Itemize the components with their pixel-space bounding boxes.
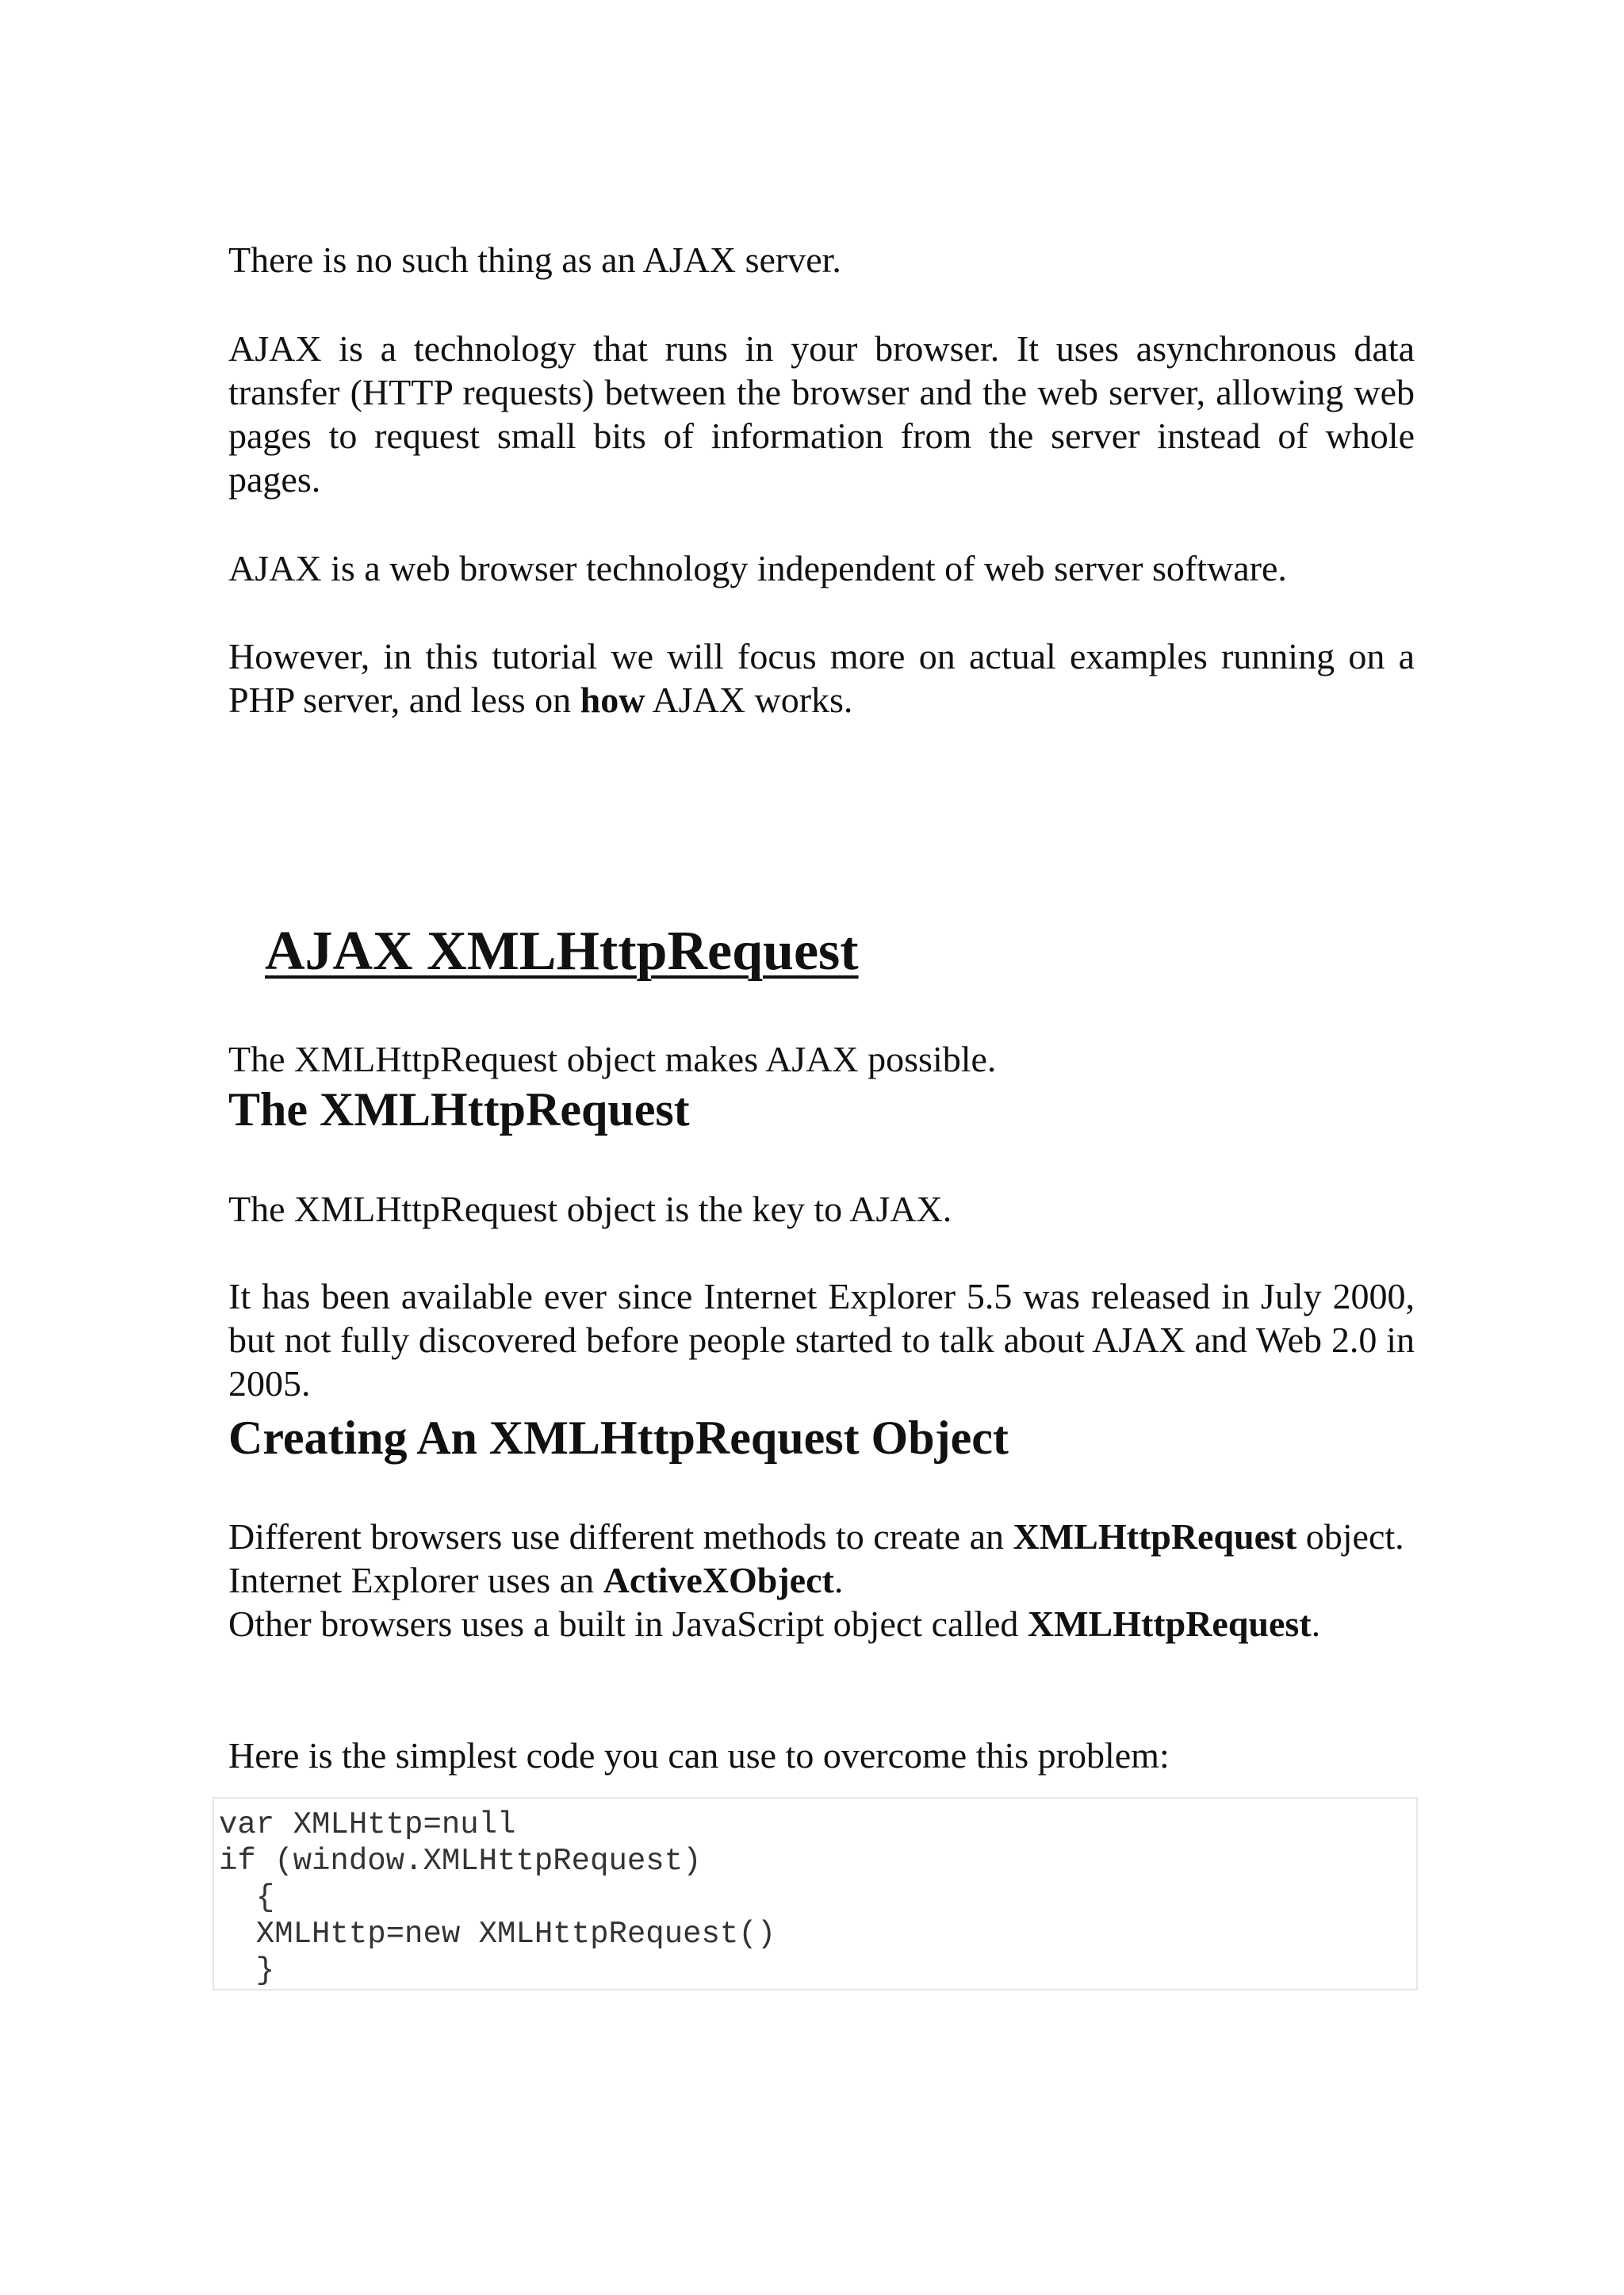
creating-line-1-tail: object. bbox=[1297, 1516, 1404, 1557]
xhr-heading: The XMLHttpRequest bbox=[228, 1083, 690, 1136]
intro-paragraph-4-bold: how bbox=[580, 680, 645, 720]
creating-line-1 bbox=[228, 1515, 1415, 1558]
creating-line-3-tail: . bbox=[1311, 1603, 1321, 1644]
intro-paragraph-4 bbox=[228, 634, 1415, 722]
code-block bbox=[213, 1797, 1418, 1990]
creating-line-2-tail: . bbox=[833, 1560, 844, 1600]
creating-heading: Creating An XMLHttpRequest Object bbox=[228, 1412, 1009, 1464]
xhr-paragraph-2: It has been available ever since Internet Explorer 5.5 was released in July 2000, but not fully discovered before people started to talk about AJAX and Web 2.0 in 2005. bbox=[228, 1276, 1415, 1404]
intro-paragraph-1: There is no such thing as an AJAX server. bbox=[228, 239, 841, 280]
intro-paragraph-2: AJAX is a technology that runs in your browser. It uses asynchronous data transfer (HTTP requests) between the browser and the web server, allowing web pages to request small bits of information from the server instead of whole pages. bbox=[228, 328, 1415, 500]
code-intro-paragraph: Here is the simplest code you can use to overcome this problem: bbox=[228, 1735, 1170, 1776]
creating-line-3-text: Other browsers uses a built in JavaScript object called bbox=[228, 1603, 1028, 1644]
intro-paragraph-3: AJAX is a web browser technology independent of web server software. bbox=[228, 548, 1287, 588]
intro-paragraph-4-text: However, in this tutorial we will focus more on actual examples running on a PHP server, and less on bbox=[228, 636, 1415, 720]
creating-line-2-bold: ActiveXObject bbox=[603, 1560, 834, 1600]
creating-line-1-bold: XMLHttpRequest bbox=[1013, 1516, 1297, 1557]
creating-line-3 bbox=[228, 1602, 1415, 1646]
code-text: var XMLHttp=null if (window.XMLHttpRequest) { XMLHttp=new XMLHttpRequest() } bbox=[219, 1807, 776, 1988]
intro-paragraph-4-tail: AJAX works. bbox=[645, 680, 853, 720]
creating-line-2 bbox=[228, 1558, 1415, 1602]
creating-lines bbox=[228, 1515, 1415, 1646]
creating-line-3-bold: XMLHttpRequest bbox=[1027, 1603, 1312, 1644]
xhr-paragraph-1: The XMLHttpRequest object is the key to AJAX. bbox=[228, 1189, 952, 1229]
creating-line-2-text: Internet Explorer uses an bbox=[228, 1560, 603, 1600]
section-subtitle: The XMLHttpRequest object makes AJAX possible. bbox=[228, 1039, 997, 1079]
section-title: AJAX XMLHttpRequest bbox=[265, 921, 859, 982]
creating-line-1-text: Different browsers use different methods to create an bbox=[228, 1516, 1013, 1557]
